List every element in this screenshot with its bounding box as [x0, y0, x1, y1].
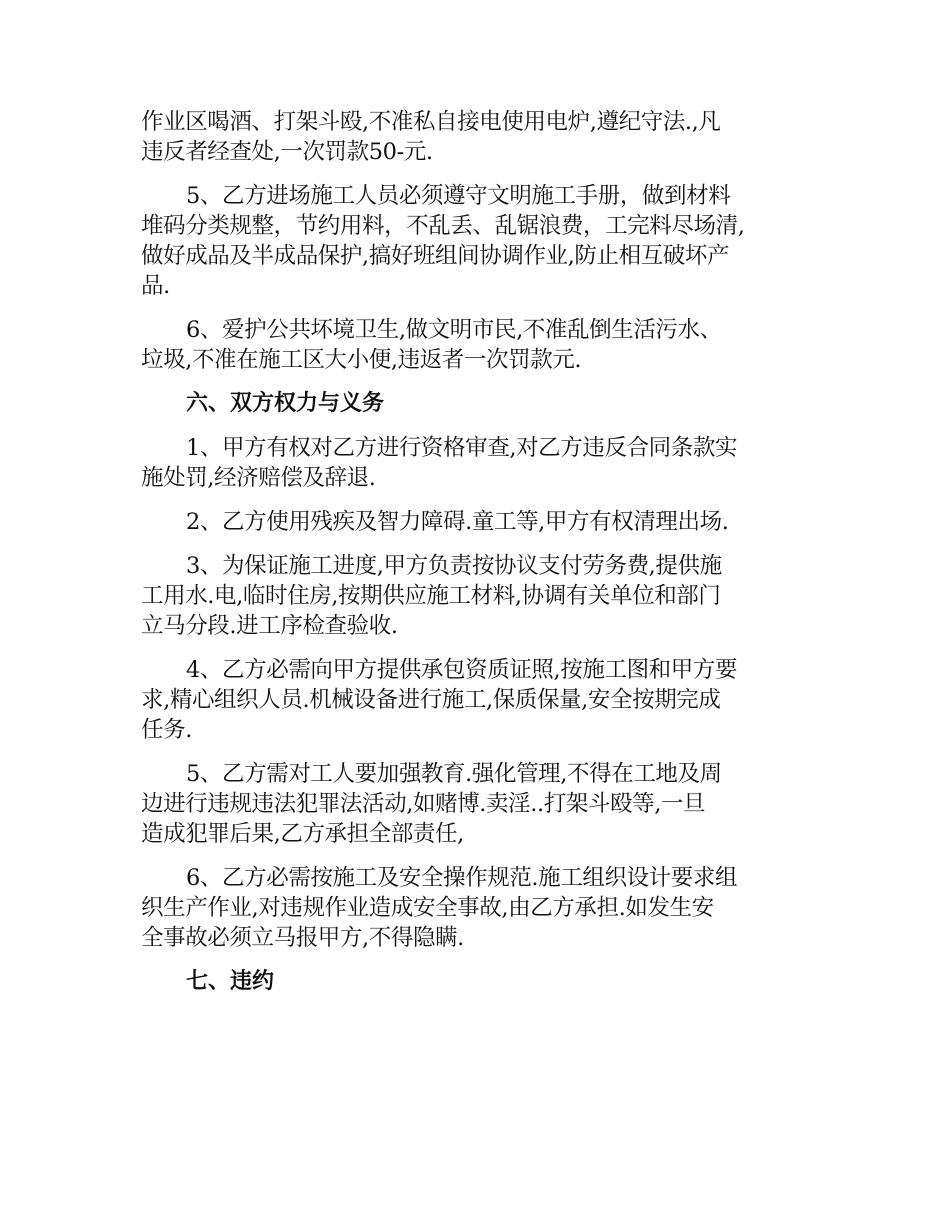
- paragraph-continuation: [141, 107, 811, 167]
- paragraph-rights-6: [141, 863, 811, 953]
- text-line: 做好成品及半成品保护,搞好班组间协调作业,防止相互破坏产: [141, 243, 730, 269]
- text-line: 工用水.电,临时住房,按期供应施工材料,协调有关单位和部门: [141, 583, 721, 609]
- text-line: 造成犯罪后果,乙方承担全部责任,: [141, 821, 464, 847]
- text-line: 1、甲方有权对乙方进行资格审查,对乙方违反合同条款实: [186, 435, 738, 461]
- text-line: 3、为保证施工进度,甲方负责按协议支付劳务费,提供施: [186, 553, 722, 579]
- text-line: 4、乙方必需向甲方提供承包资质证照,按施工图和甲方要: [186, 657, 738, 683]
- text-line: 堆码分类规整，节约用料，不乱丢、乱锯浪费，工完料尽场清,: [141, 213, 745, 239]
- text-line: 织生产作业,对违规作业造成安全事故,由乙方承担.如发生安: [141, 895, 714, 921]
- text-line: 作业区喝酒、打架斗殴,不准私自接电使用电炉,遵纪守法.,凡: [141, 109, 721, 135]
- text-line: 垃圾,不准在施工区大小便,违返者一次罚款元.: [141, 347, 582, 373]
- text-line: 边进行违规违法犯罪法活动,如赌博.卖淫..打架斗殴等,一旦: [141, 791, 706, 817]
- text-line: 5、乙方进场施工人员必须遵守文明施工手册，做到材料: [186, 183, 731, 209]
- paragraph-rights-2: [141, 507, 811, 537]
- text-line: 施处罚,经济赔偿及辞退.: [141, 465, 376, 491]
- section-heading-rights-obligations: 六、双方权力与义务: [186, 391, 385, 416]
- section-heading-breach: 七、违约: [186, 969, 275, 994]
- text-line: 全事故必须立马报甲方,不得隐瞒.: [141, 925, 464, 951]
- paragraph-rights-5: [141, 759, 811, 849]
- text-line: 求,精心组织人员.机械设备进行施工,保质保量,安全按期完成: [141, 687, 721, 713]
- text-line: 品.: [141, 273, 170, 299]
- text-line: 任务.: [141, 717, 192, 743]
- paragraph-rights-4: [141, 655, 811, 745]
- text-line: 6、爱护公共坏境卫生,做文明市民,不准乱倒生活污水、: [186, 317, 722, 343]
- text-line: 5、乙方需对工人要加强教育.强化管理,不得在工地及周: [186, 761, 722, 787]
- text-line: 立马分段.进工序检查验收.: [141, 613, 398, 639]
- text-line: 6、乙方必需按施工及安全操作规范.施工组织设计要求组: [186, 865, 738, 891]
- paragraph-item-6-environment: [141, 315, 811, 375]
- text-line: 违反者经查处,一次罚款50-元.: [141, 139, 433, 165]
- document-page: [141, 107, 811, 1011]
- paragraph-rights-3: [141, 551, 811, 641]
- paragraph-rights-1: [141, 433, 811, 493]
- text-line: 2、乙方使用残疾及智力障碍.童工等,甲方有权清理出场.: [186, 509, 729, 535]
- paragraph-item-5-civilized-construction: [141, 181, 811, 301]
